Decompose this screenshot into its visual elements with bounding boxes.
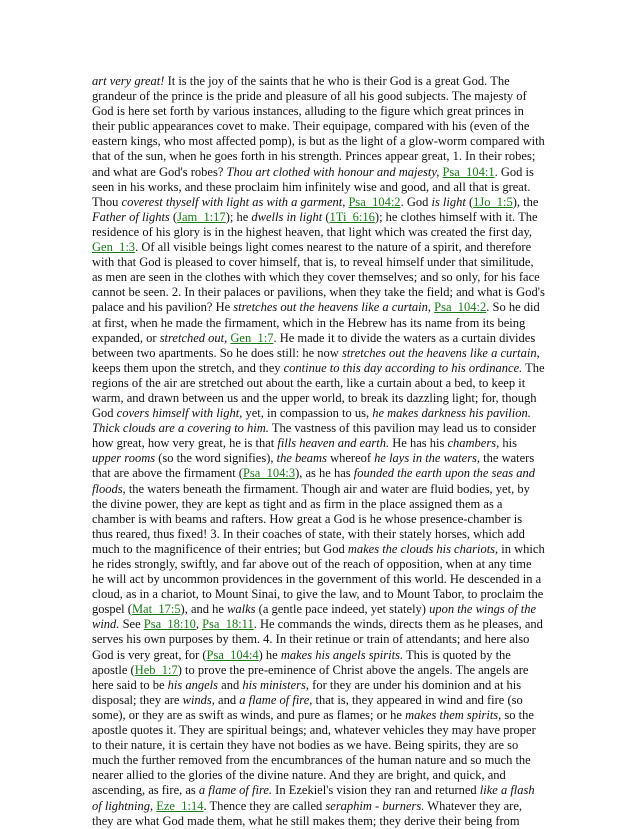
text-run: The vastness of this pavilion may lead us to consider how great, how very great, he is that <box>92 421 537 451</box>
text-run: yet, in compassion to us, <box>242 406 373 421</box>
commentary-page <box>92 74 546 829</box>
emphasis-run: a flame of fire. <box>198 783 273 798</box>
text-run: whereof <box>326 451 375 466</box>
text-run: The regions of the air are stretched out about the earth, like a curtain about a bed, to keep it warm, and drawn between us and the upper world, to break its dazzling light; for, though God <box>92 360 545 421</box>
text-run: his <box>499 436 517 451</box>
text-run: ); he <box>225 209 252 224</box>
text-run: ( <box>322 209 330 224</box>
emphasis-run: founded the earth upon the seas and floods, <box>92 466 535 496</box>
emphasis-run: fills heaven and earth. <box>277 436 390 451</box>
text-run: the waters that are above the firmament ( <box>92 451 535 481</box>
emphasis-run: a flame of fire, <box>239 692 313 707</box>
emphasis-run: the beams <box>276 451 327 466</box>
text-run: ) he <box>258 647 281 662</box>
scripture-reference-link[interactable]: Psa_104:1 <box>442 164 495 179</box>
scripture-reference-link[interactable]: Psa_104:2 <box>348 194 401 209</box>
scripture-reference-link[interactable]: Psa_104:4 <box>206 647 259 662</box>
text-run: ); he clothes himself with it. The residence of his glory is in the highest heaven, that light which was created the first day, <box>92 209 538 239</box>
emphasis-run: Father of lights <box>92 209 170 224</box>
text-run: . He commands the winds, directs them as he pleases, and serves his own purposes by them. 4. In their retinue or train of attendants; and here also God is very great, for ( <box>92 617 543 662</box>
emphasis-run: winds, <box>182 692 215 707</box>
scripture-reference-link[interactable]: Mat_17:5 <box>131 602 181 617</box>
scripture-reference-link[interactable]: 1Ti_6:16 <box>329 209 375 224</box>
emphasis-run: his angels <box>167 677 219 692</box>
text-run: He has his <box>389 436 448 451</box>
scripture-reference-link[interactable]: Gen_1:7 <box>230 330 274 345</box>
text-run: It is the joy of the saints that he who is their God is a great God. The grandeur of the prince is the pride and pleasure of all his good subjects. The majesty of God is here set forth by various instances, alluding to the figure which great princes in their public appearances covet to make. Their equipage, compared with his (even of the eastern kings, who most affected pomp), is but as the light of a glow-worm compared with that of the sun, when he goes forth in his strength. Princes appear great, 1. In their robes; and what are God's robes? <box>92 74 545 179</box>
text-run: ( <box>169 209 178 224</box>
text-run: ), the <box>512 194 539 209</box>
scripture-reference-link[interactable]: Psa_18:11 <box>202 617 254 632</box>
text-run: . God is seen in his works, and these proclaim him infinitely wise and good, and all that is great. Thou <box>92 164 534 209</box>
emphasis-run: is light <box>431 194 466 209</box>
text-run: . God <box>400 194 432 209</box>
text-run: and <box>214 692 240 707</box>
emphasis-run: he makes darkness his pavilion. Thick clouds are a covering to him. <box>92 406 531 436</box>
text-run: and <box>218 677 243 692</box>
emphasis-run: upper rooms <box>92 451 156 466</box>
text-run: ) to prove the pre-eminence of Christ above the angels. The angels are here said to be <box>92 662 529 692</box>
text-run: Whatever they are, they are what God made them, what he still makes them; they derive their being from <box>92 798 523 828</box>
scripture-reference-link[interactable]: Jam_1:17 <box>177 209 226 224</box>
emphasis-run: stretches out the heavens like a curtain, <box>341 345 540 360</box>
emphasis-run: chambers, <box>447 436 500 451</box>
text-run: In Ezekiel's vision they ran and returned <box>272 783 480 798</box>
emphasis-run: he lays in the waters, <box>374 451 481 466</box>
emphasis-run: upon the wings of the wind. <box>92 602 537 632</box>
text-run: (so the word signifies), <box>155 451 277 466</box>
emphasis-run: makes the clouds his chariots, <box>347 541 499 556</box>
emphasis-run: covers himself with light, <box>116 406 243 421</box>
scripture-reference-link[interactable]: Eze_1:14 <box>156 798 204 813</box>
scripture-reference-link[interactable]: Gen_1:3 <box>92 240 136 255</box>
emphasis-run: makes his angels spirits. <box>280 647 404 662</box>
emphasis-run: Thou art clothed with honour and majesty, <box>226 164 440 179</box>
text-run: See <box>119 617 144 632</box>
text-run: the waters beneath the firmament. Though air and water are fluid bodies, yet, by the divine power, they are kept as tight and as firm in the place assigned them as a chamber is with beams and rafters. How great a God is he whose presence-chamber is thus reared, thus fixed! 3. In their coaches of state, with their stately horses, which add much to the magnificence of their entries; but God <box>92 481 530 556</box>
text-run: . So he did at first, when he made the firmament, which in the Hebrew has its name from its being expanded, or <box>92 300 540 345</box>
text-run: ( <box>465 194 474 209</box>
emphasis-run: seraphim - burners. <box>325 798 425 813</box>
text-run: This is quoted by the apostle ( <box>92 647 511 677</box>
text-run: (a gentle pace indeed, yet stately) <box>255 602 430 617</box>
emphasis-run: art very great! <box>92 74 165 88</box>
emphasis-run: his ministers, <box>242 677 310 692</box>
scripture-reference-link[interactable]: Psa_104:2 <box>434 300 487 315</box>
text-run: ), and he <box>180 602 228 617</box>
text-run: . Of all visible beings light comes nearest to the nature of a spirit, and therefore with that God is pleased to cover himself, that is, to reveal himself under that similitude, as men are seen in the clothes with which they cover themselves; and so only, for his face cannot be seen. 2. In their palaces or pavilions, when they take the field; and what is God's palace and his pavilion? He <box>92 240 545 315</box>
emphasis-run: makes them spirits, <box>405 707 502 722</box>
text-run: so the apostle quotes it. They are spiritual beings; and, whatever vehicles they may have proper to their nature, it is certain they have not bodies as we have. Being spirits, they are so much the further removed from the encumbrances of the human nature and so much the nearer allied to the glories of the divine nature. And they are bright, and quick, and ascending, as fire, as <box>92 707 536 798</box>
emphasis-run: walks <box>227 602 256 617</box>
text-run: , <box>195 617 203 632</box>
commentary-paragraph <box>92 74 546 829</box>
emphasis-run: stretched out, <box>159 330 228 345</box>
text-run: that is, they appeared in wind and fire (so some), or they are as swift as winds, and pure as flames; or he <box>92 692 523 722</box>
text-run: ), as he has <box>295 466 354 481</box>
emphasis-run: continue to this day according to his ordinance. <box>283 360 523 375</box>
scripture-reference-link[interactable]: Psa_104:3 <box>242 466 296 481</box>
emphasis-run: dwells in light <box>251 209 323 224</box>
scripture-reference-link[interactable]: Heb_1:7 <box>134 662 178 677</box>
text-run: . Thence they are called <box>203 798 326 813</box>
emphasis-run: like a flash of lightning, <box>92 783 535 813</box>
scripture-reference-link[interactable]: Psa_18:10 <box>143 617 196 632</box>
emphasis-run: stretches out the heavens like a curtain, <box>233 300 432 315</box>
text-run: in which he rides strongly, swiftly, and far above out of the reach of opposition, when at any time he will act by uncommon providences in the government of this world. He descended in a cloud, as in a chariot, to Mount Sinai, to give the law, and to Mount Tabor, to proclaim the gospel ( <box>92 541 545 617</box>
text-run: for they are under his dominion and at his disposal; they are <box>92 677 522 707</box>
text-run: . He made it to divide the waters as a curtain divides between two apartments. So he does still: he now <box>92 330 536 360</box>
emphasis-run: coverest thyself with light as with a garment, <box>121 194 346 209</box>
text-run: keeps them upon the stretch, and they <box>92 360 284 375</box>
scripture-reference-link[interactable]: 1Jo_1:5 <box>473 194 513 209</box>
